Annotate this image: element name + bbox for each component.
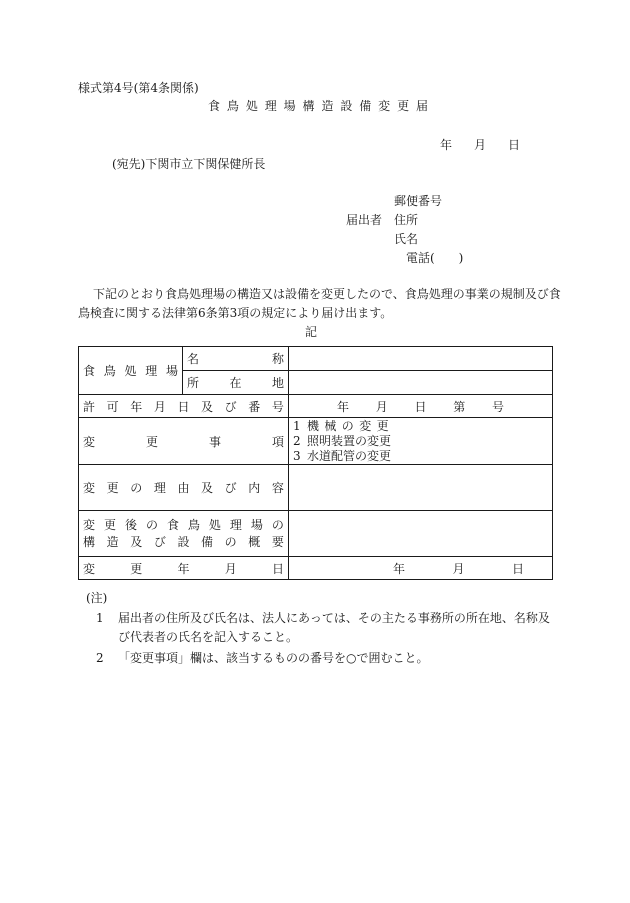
change-item-option[interactable] xyxy=(293,419,548,434)
notes-list xyxy=(86,609,556,668)
permit-value-field[interactable] xyxy=(289,395,553,418)
change-item-number: 2 xyxy=(293,433,301,448)
change-date-field[interactable] xyxy=(289,557,553,580)
change-date-label-cell xyxy=(79,557,289,580)
change-date-row xyxy=(79,557,553,580)
name-label: 氏名 xyxy=(394,232,419,246)
change-reason-label: 変 更 の 理 由 及 び 内 容 xyxy=(83,481,284,495)
date-year-label: 年 xyxy=(440,138,453,152)
notes-heading: (注) xyxy=(86,591,108,605)
facility-location-field[interactable] xyxy=(289,371,553,395)
postal-code-label: 郵便番号 xyxy=(394,194,443,208)
change-reason-label-cell xyxy=(79,465,289,511)
change-reason-field[interactable] xyxy=(289,465,553,511)
facility-name-field[interactable] xyxy=(289,347,553,371)
body-text-line1: 下記のとおり食鳥処理場の構造又は設備を変更したので、食鳥処理の事業の規制及び食 xyxy=(93,287,561,301)
permit-label-cell xyxy=(79,395,289,418)
permit-label: 許 可 年 月 日 及 び 番 号 xyxy=(83,399,284,414)
change-items-list xyxy=(293,419,548,464)
change-date-label: 変 更 年 月 日 xyxy=(83,561,284,576)
facility-name-label: 名 称 xyxy=(187,352,284,366)
facility-label-cell xyxy=(79,347,183,395)
note-text: 届出者の住所及び氏名は、法人にあっては、その主たる事務所の所在地、名称及び代表者の氏名を記入すること。 xyxy=(118,611,550,644)
permit-row xyxy=(79,395,553,418)
form-number: 様式第4号(第4条関係) xyxy=(78,81,199,95)
structure-overview-row xyxy=(79,511,553,557)
change-item-text: 照明装置の変更 xyxy=(307,433,392,448)
change-item-text: 水道配管の変更 xyxy=(307,448,392,463)
address-label: 住所 xyxy=(394,213,419,227)
applicant-label: 届出者 xyxy=(346,213,383,227)
change-item-option[interactable] xyxy=(293,449,548,464)
note-number: 1 xyxy=(96,611,104,625)
change-items-row xyxy=(79,418,553,465)
facility-location-label-cell xyxy=(183,371,289,395)
facility-label: 食 鳥 処 理 場 xyxy=(83,364,178,378)
date-line xyxy=(440,139,520,151)
note-item xyxy=(96,649,556,668)
change-item-text: 機械の変更 xyxy=(307,418,395,433)
change-item-option[interactable] xyxy=(293,434,548,449)
body-text-line2: 鳥検査に関する法律第6条第3項の規定により届け出ます。 xyxy=(78,306,393,320)
addressee: (宛先)下関市立下関保健所長 xyxy=(112,157,266,171)
structure-overview-label-line2: 構 造 及 び 設 備 の 概 要 xyxy=(83,534,284,549)
facility-location-label: 所 在 地 xyxy=(187,376,284,390)
form-title: 食 鳥 処 理 場 構 造 設 備 変 更 届 xyxy=(208,99,428,113)
phone-label: 電話( ) xyxy=(406,251,464,265)
date-day-label: 日 xyxy=(507,138,520,152)
note-text: 「変更事項」欄は、該当するものの番号を○で囲むこと。 xyxy=(118,651,429,665)
record-heading: 記 xyxy=(305,325,318,339)
structure-overview-label-line1: 変 更 後 の 食 鳥 処 理 場 の xyxy=(83,517,284,532)
change-items-options xyxy=(289,418,553,465)
structure-overview-label-cell xyxy=(79,511,289,557)
change-items-label-cell xyxy=(79,418,289,465)
note-item xyxy=(96,609,556,647)
change-item-number: 1 xyxy=(293,418,301,433)
change-items-label: 変 更 事 項 xyxy=(83,434,284,449)
facility-name-row xyxy=(79,347,553,371)
permit-value: 年 月 日 第 号 xyxy=(337,399,504,414)
date-month-label: 月 xyxy=(473,138,486,152)
structure-overview-field[interactable] xyxy=(289,511,553,557)
change-date-value: 年 月 日 xyxy=(393,561,524,576)
change-item-number: 3 xyxy=(293,448,301,463)
note-number: 2 xyxy=(96,651,104,665)
notes-section xyxy=(86,589,556,668)
change-reason-row xyxy=(79,465,553,511)
change-notification-table xyxy=(78,346,553,580)
facility-name-label-cell xyxy=(183,347,289,371)
